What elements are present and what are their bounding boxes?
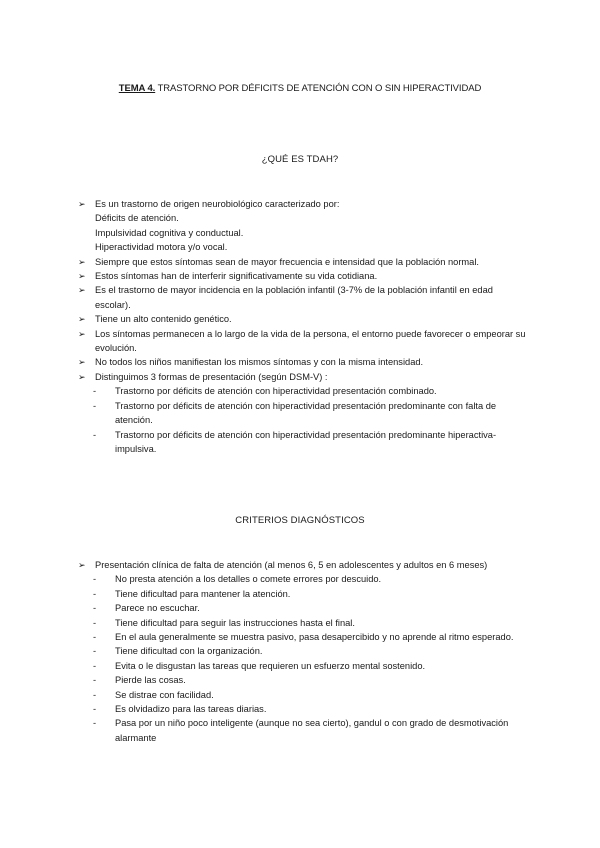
arrow-bullet-icon: ➢ [78, 199, 86, 209]
sub-list-item: - Es olvidadizo para las tareas diarias. [93, 704, 267, 715]
list-item: ➢ Tiene un alto contenido genético. [78, 312, 528, 326]
arrow-bullet-icon: ➢ [78, 285, 86, 296]
list-item: ➢ Distinguimos 3 formas de presentación (según DSM-V) : [78, 370, 528, 384]
section-heading-criterios: CRITERIOS DIAGNÓSTICOS [235, 515, 365, 526]
sub-list-item: - Tiene dificultad con la organización. [93, 646, 263, 657]
arrow-bullet-icon: ➢ [78, 560, 86, 570]
sub-list-item: - Tiene dificultad para seguir las instrucciones hasta el final. [93, 617, 355, 628]
sub-list-item: - Trastorno por déficits de atención con hiperactividad presentación predominante con falta de atención. [93, 400, 497, 426]
list-item: ➢ Es un trastorno de origen neurobiológico caracterizado por: Déficits de atención. Impulsividad cognitiva y conductual. Hiperactividad motora y/o vocal. [78, 199, 340, 253]
list-item: ➢ Estos síntomas han de interferir significativamente su vida cotidiana. [78, 269, 528, 283]
sub-list-item: - Pasa por un niño poco inteligente (aunque no sea cierto), gandul o con grado de desmotivación alarmante [93, 718, 509, 743]
document-title [0, 83, 600, 94]
title-label: TEMA 4. [118, 83, 156, 94]
arrow-bullet-icon: ➢ [78, 328, 86, 339]
title-text: TRASTORNO POR DÉFICITS DE ATENCIÓN CON O SIN HIPERACTIVIDAD [155, 83, 482, 94]
arrow-bullet-icon: ➢ [78, 371, 86, 382]
sub-list-item: - Trastorno por déficits de atención con hiperactividad presentación combinado. [93, 386, 437, 397]
arrow-bullet-icon: ➢ [78, 271, 86, 282]
list-item: ➢ No todos los niños manifiestan los mismos síntomas y con la misma intensidad. [78, 355, 528, 369]
section1-list [78, 197, 528, 456]
list-item: ➢ Presentación clínica de falta de atención (al menos 6, 5 en adolescentes y adultos en 6 meses) [78, 558, 528, 572]
arrow-bullet-icon: ➢ [78, 256, 86, 267]
arrow-bullet-icon: ➢ [78, 314, 86, 325]
section-heading-que-es: ¿QUÉ ES TDAH? [261, 154, 339, 165]
sub-list-item: - No presta atención a los detalles o comete errores por descuido. [93, 574, 382, 585]
sub-list-item: - Trastorno por déficits de atención con hiperactividad presentación predominante hiperactiva-impulsiva. [93, 429, 497, 454]
sub-list-item: - Se distrae con facilidad. [93, 689, 214, 700]
sub-list-item: - En el aula generalmente se muestra pasivo, pasa desapercibido y no aprende al ritmo esperado. [93, 632, 514, 643]
list-item: ➢ Es el trastorno de mayor incidencia en la población infantil (3-7% de la población infantil en edad escolar). [78, 285, 493, 310]
sub-list-item: - Pierde las cosas. [93, 675, 186, 686]
sub-list-item: - Tiene dificultad para mantener la atención. [93, 588, 291, 599]
section2-list [78, 558, 528, 745]
list-item: ➢ Siempre que estos síntomas sean de mayor frecuencia e intensidad que la población normal. [78, 255, 528, 269]
sub-list-item: - Evita o le disgustan las tareas que requieren un esfuerzo mental sostenido. [93, 660, 426, 671]
sub-list-item: - Parece no escuchar. [93, 603, 200, 614]
arrow-bullet-icon: ➢ [78, 357, 86, 368]
list-item: ➢ Los síntomas permanecen a lo largo de la vida de la persona, el entorno puede favorecer o empeorar su evolución. [78, 328, 526, 354]
